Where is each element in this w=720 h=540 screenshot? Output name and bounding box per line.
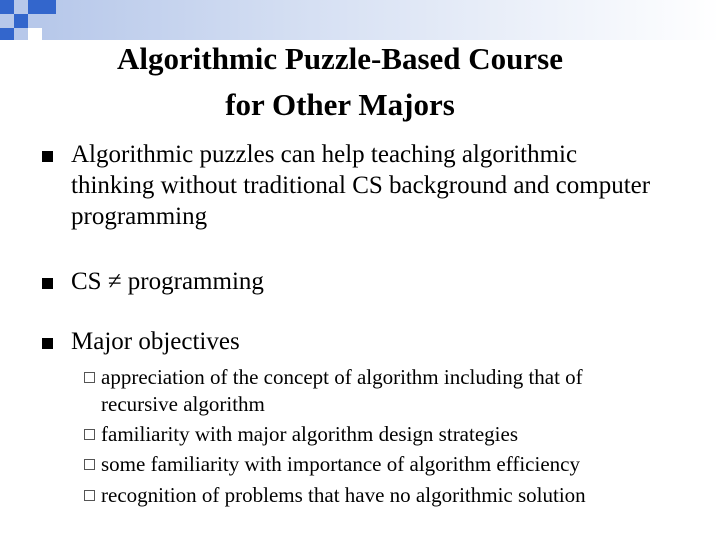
sub-bullet-item: [84, 421, 661, 448]
checkbox-bullet-icon: [84, 459, 95, 470]
sub-bullet-item: [84, 482, 661, 509]
title-line-2: for Other Majors: [225, 87, 455, 122]
sub-bullet-text: some familiarity with importance of algorithm efficiency: [101, 452, 580, 476]
sub-bullet-item: [84, 364, 661, 418]
bullet-text: CS ≠ programming: [71, 268, 264, 295]
sub-bullet-text: appreciation of the concept of algorithm including that of recursive algorithm: [101, 365, 583, 416]
bullet-text: Major objectives: [71, 328, 240, 355]
decor-square: [14, 28, 28, 40]
decor-square: [0, 14, 14, 28]
checkbox-bullet-icon: [84, 429, 95, 440]
sub-bullet-text: recognition of problems that have no algorithmic solution: [101, 483, 586, 507]
bullet-text: Algorithmic puzzles can help teaching algorithmic thinking without traditional CS background and computer programming: [71, 141, 651, 230]
checkbox-bullet-icon: [84, 490, 95, 501]
decor-square: [28, 14, 42, 28]
checkbox-bullet-icon: [84, 372, 95, 383]
decor-square: [14, 14, 28, 28]
decor-square: [0, 0, 14, 14]
decor-square: [28, 0, 42, 14]
decor-square: [0, 28, 14, 40]
bullet-item: [42, 139, 661, 232]
square-bullet-icon: [42, 338, 53, 349]
slide-title: [40, 36, 640, 128]
bullet-item: [42, 266, 661, 297]
corner-decoration: [0, 0, 720, 40]
decor-square: [14, 0, 28, 14]
header-band: [42, 0, 720, 40]
square-bullet-icon: [42, 151, 53, 162]
square-bullet-icon: [42, 278, 53, 289]
sub-bullet-text: familiarity with major algorithm design strategies: [101, 422, 518, 446]
sub-bullet-item: [84, 451, 661, 478]
title-line-1: Algorithmic Puzzle-Based Course: [117, 41, 563, 76]
bullet-item: [42, 326, 661, 357]
decor-square: [42, 0, 56, 14]
